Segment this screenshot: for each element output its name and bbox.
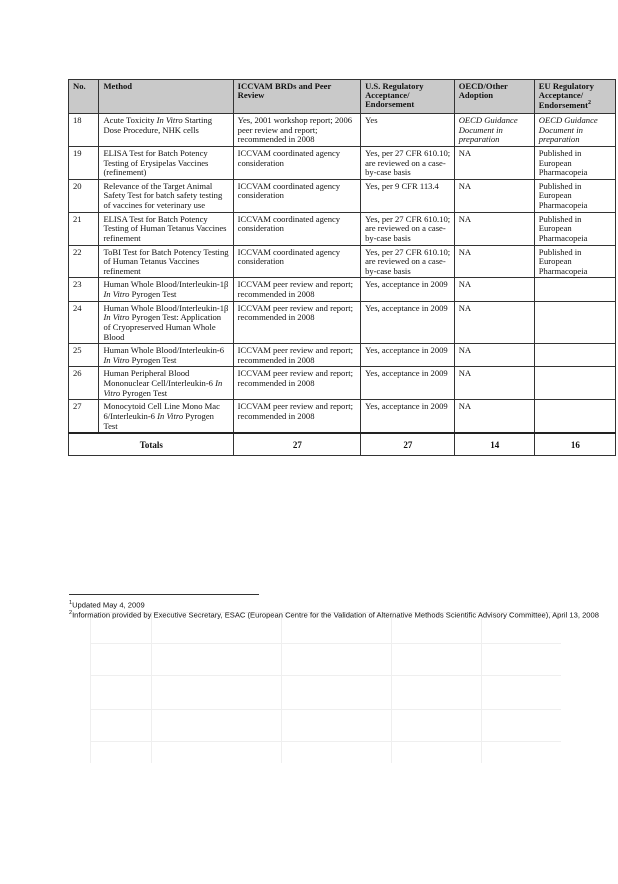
header-eu-regulatory	[534, 80, 615, 114]
row-number: 26	[69, 367, 99, 400]
totals-iccvam: 27	[233, 433, 360, 456]
iccvam-cell: ICCVAM peer review and report; recommended in 2008	[233, 278, 360, 301]
method-text: Relevance of the Target Animal Safety Test for batch safety testing of vaccines for veterinary use	[103, 180, 223, 210]
table-row	[69, 344, 616, 367]
totals-oecd: 14	[454, 433, 534, 456]
us-regulatory-cell: Yes, per 27 CFR 610.10; are reviewed on a case-by-case basis	[361, 212, 455, 245]
eu-regulatory-cell: Published in European Pharmacopeia	[534, 245, 615, 278]
eu-regulatory-cell	[534, 301, 615, 344]
table-row	[69, 146, 616, 179]
header-iccvam: ICCVAM BRDs and Peer Review	[233, 80, 360, 114]
oecd-cell: NA	[454, 400, 534, 433]
oecd-cell: NA	[454, 344, 534, 367]
method-italic: In Vitro	[156, 115, 183, 125]
method-cell	[99, 367, 233, 400]
header-no: No.	[69, 80, 99, 114]
method-cell	[99, 301, 233, 344]
row-number: 21	[69, 212, 99, 245]
us-regulatory-cell: Yes, acceptance in 2009	[361, 400, 455, 433]
oecd-cell: NA	[454, 212, 534, 245]
row-number: 22	[69, 245, 99, 278]
method-italic: In Vitro	[103, 354, 130, 365]
iccvam-cell: ICCVAM peer review and report; recommended in 2008	[233, 400, 360, 433]
footnote-1-mark: 1	[69, 600, 73, 606]
method-text-tail: Pyrogen Test	[103, 410, 214, 431]
row-number: 20	[69, 179, 99, 212]
eu-regulatory-cell	[534, 344, 615, 367]
table-header-row	[69, 80, 616, 114]
footnote-1	[69, 600, 609, 610]
method-cell	[99, 179, 233, 212]
eu-regulatory-cell: Published in European Pharmacopeia	[534, 179, 615, 212]
header-method: Method	[99, 80, 233, 114]
eu-regulatory-cell: Published in European Pharmacopeia	[534, 146, 615, 179]
table-row	[69, 367, 616, 400]
table-row	[69, 245, 616, 278]
table-row	[69, 301, 616, 344]
method-text: Human Whole Blood/Interleukin-1β	[103, 302, 229, 313]
totals-eu: 16	[534, 433, 615, 456]
totals-label: Totals	[69, 433, 234, 456]
eu-regulatory-cell	[534, 367, 615, 400]
method-cell	[99, 114, 233, 147]
method-text: Monocytoid Cell Line Mono Mac 6/Interleukin-6	[103, 401, 220, 421]
method-text: ELISA Test for Batch Potency Testing of Human Tetanus Vaccines refinement	[103, 213, 227, 243]
eu-regulatory-cell: OECD Guidance Document in preparation	[534, 114, 615, 147]
method-text: ToBI Test for Batch Potency Testing of Human Tetanus Vaccines refinement	[103, 246, 229, 276]
method-cell	[99, 245, 233, 278]
iccvam-cell: ICCVAM coordinated agency consideration	[233, 146, 360, 179]
method-text-tail: Pyrogen Test	[129, 289, 177, 299]
header-eu-footnote-mark: 2	[587, 100, 591, 107]
method-cell	[99, 400, 233, 433]
iccvam-cell: ICCVAM coordinated agency consideration	[233, 245, 360, 278]
eu-regulatory-cell	[534, 400, 615, 433]
bleed-through-shadow	[90, 612, 561, 763]
method-cell	[99, 146, 233, 179]
method-text: Human Peripheral Blood Mononuclear Cell/Interleukin-6	[103, 368, 216, 388]
us-regulatory-cell: Yes	[361, 114, 455, 147]
method-text-tail: Pyrogen Test	[129, 354, 177, 365]
oecd-cell: NA	[454, 301, 534, 344]
iccvam-cell: ICCVAM coordinated agency consideration	[233, 212, 360, 245]
method-italic: In Vitro	[103, 312, 130, 323]
method-cell	[99, 278, 233, 301]
method-text: Human Whole Blood/Interleukin-1β	[103, 279, 229, 290]
us-regulatory-cell: Yes, acceptance in 2009	[361, 344, 455, 367]
us-regulatory-cell: Yes, per 27 CFR 610.10; are reviewed on a case-by-case basis	[361, 146, 455, 179]
table-row	[69, 212, 616, 245]
method-italic: In Vitro	[103, 289, 130, 299]
oecd-cell: NA	[454, 146, 534, 179]
footnotes	[69, 600, 609, 621]
table-row	[69, 179, 616, 212]
header-us-regulatory: U.S. Regulatory Acceptance/ Endorsement	[361, 80, 455, 114]
row-number: 27	[69, 400, 99, 433]
oecd-cell: NA	[454, 367, 534, 400]
footnote-2-mark: 2	[69, 610, 73, 617]
method-italic: In Vitro	[103, 378, 223, 398]
row-number: 19	[69, 146, 99, 179]
method-italic: In Vitro	[157, 410, 184, 421]
footnote-divider	[69, 594, 259, 595]
footnote-2-text: Information provided by Executive Secretary, ESAC (European Centre for the Validation of Alternative Methods Scientific Advisory Committee), April 13, 2008	[72, 610, 599, 620]
iccvam-cell: ICCVAM coordinated agency consideration	[233, 179, 360, 212]
iccvam-cell: ICCVAM peer review and report; recommended in 2008	[233, 344, 360, 367]
totals-row	[69, 433, 616, 456]
regulatory-acceptance-table	[68, 79, 616, 456]
us-regulatory-cell: Yes, acceptance in 2009	[361, 278, 455, 301]
table-row	[69, 114, 616, 147]
iccvam-cell: Yes, 2001 workshop report; 2006 peer review and report; recommended in 2008	[233, 114, 360, 147]
eu-regulatory-cell: Published in European Pharmacopeia	[534, 212, 615, 245]
iccvam-cell: ICCVAM peer review and report; recommended in 2008	[233, 367, 360, 400]
iccvam-cell: ICCVAM peer review and report; recommended in 2008	[233, 301, 360, 344]
footnote-2	[69, 610, 609, 620]
row-number: 24	[69, 301, 99, 344]
oecd-cell: NA	[454, 245, 534, 278]
us-regulatory-cell: Yes, per 9 CFR 113.4	[361, 179, 455, 212]
method-text: Human Whole Blood/Interleukin-6	[103, 345, 225, 356]
oecd-cell: OECD Guidance Document in preparation	[454, 114, 534, 147]
table-row	[69, 278, 616, 301]
footnote-1-text: Updated May 4, 2009	[72, 600, 145, 610]
row-number: 25	[69, 344, 99, 367]
row-number: 23	[69, 278, 99, 301]
oecd-cell: NA	[454, 278, 534, 301]
method-cell	[99, 212, 233, 245]
method-text: Acute Toxicity	[103, 115, 157, 125]
header-eu-label: EU Regulatory Acceptance/ Endorsement	[538, 81, 594, 110]
method-cell	[99, 344, 233, 367]
table-row	[69, 400, 616, 433]
oecd-cell: NA	[454, 179, 534, 212]
method-text-tail: Pyrogen Test	[120, 387, 168, 398]
row-number: 18	[69, 114, 99, 147]
us-regulatory-cell: Yes, acceptance in 2009	[361, 301, 455, 344]
us-regulatory-cell: Yes, acceptance in 2009	[361, 367, 455, 400]
header-oecd: OECD/Other Adoption	[454, 80, 534, 114]
method-text-tail: Starting Dose Procedure, NHK cells	[103, 115, 213, 135]
us-regulatory-cell: Yes, per 27 CFR 610.10; are reviewed on a case-by-case basis	[361, 245, 455, 278]
method-text-tail: Pyrogen Test: Application of Cryopreserved Human Whole Blood	[103, 312, 222, 342]
method-text: ELISA Test for Batch Potency Testing of Erysipelas Vaccines (refinement)	[103, 147, 209, 178]
totals-us: 27	[361, 433, 455, 456]
eu-regulatory-cell	[534, 278, 615, 301]
